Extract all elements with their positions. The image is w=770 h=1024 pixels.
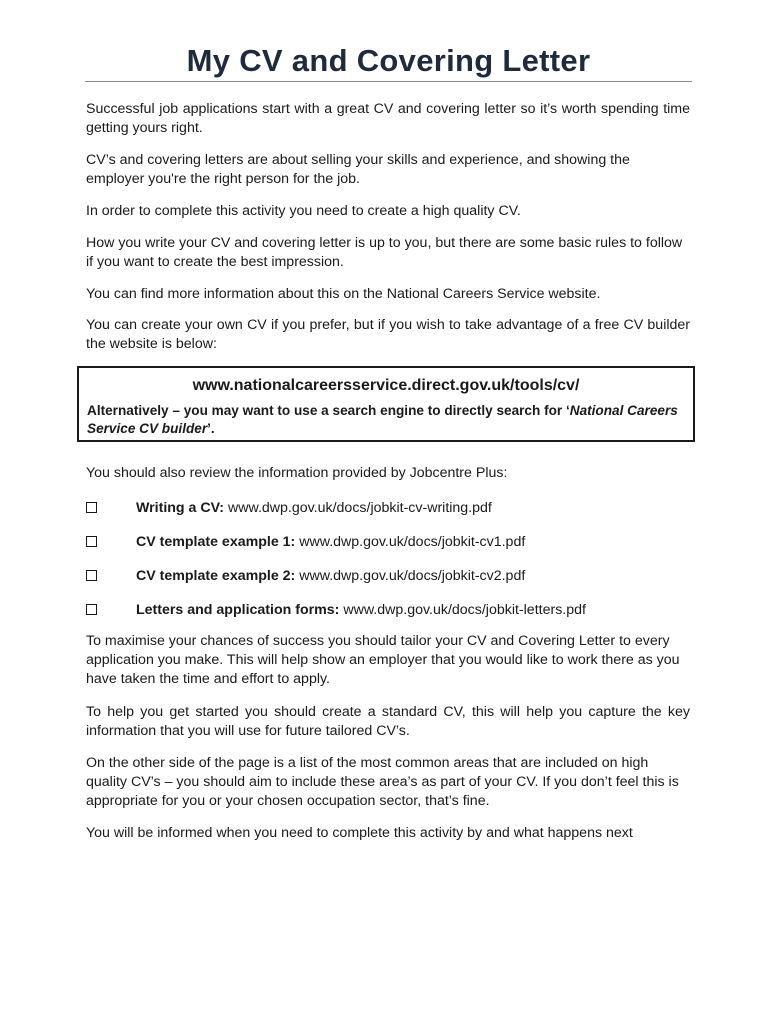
page-title: My CV and Covering Letter: [186, 43, 591, 78]
resource-item: [86, 498, 690, 518]
intro-paragraph-5: You can find more information about this on the National Careers Service website.: [86, 286, 601, 302]
resource-label: CV template example 2:: [136, 568, 296, 584]
jobcentre-intro: You should also review the information provided by Jobcentre Plus:: [86, 465, 508, 481]
cv-builder-box: [77, 366, 695, 442]
cv-builder-link[interactable]: www.nationalcareersservice.direct.gov.uk/tools/cv/: [192, 377, 580, 394]
search-alternative-suffix: ’.: [207, 421, 215, 436]
resource-link[interactable]: www.dwp.gov.uk/docs/jobkit-cv-writing.pdf: [227, 500, 492, 516]
closing-paragraph-3: On the other side of the page is a list of the most common areas that are included on high quality CV’s – you should aim to include these area’s as part of your CV. If you don’t feel this is appropriate for you or your chosen occupation sector, that’s fine.: [86, 755, 679, 809]
resource-checkbox[interactable]: [86, 536, 97, 547]
resource-item: [86, 600, 690, 620]
intro-paragraph-1: Successful job applications start with a great CV and covering letter so it’s worth spending time getting yours right.: [86, 101, 690, 136]
resource-link[interactable]: www.dwp.gov.uk/docs/jobkit-letters.pdf: [343, 602, 586, 618]
intro-paragraph-2: CV’s and covering letters are about selling your skills and experience, and showing the employer you're the right person for the job.: [86, 152, 630, 187]
resource-item: [86, 532, 690, 552]
resource-checkbox[interactable]: [86, 604, 97, 615]
search-alternative-prefix: Alternatively – you may want to use a search engine to directly search for ‘: [87, 403, 570, 418]
intro-paragraph-4: How you write your CV and covering letter is up to you, but there are some basic rules to follow if you want to create the best impression.: [86, 235, 683, 270]
resource-label: Letters and application forms:: [136, 602, 340, 618]
closing-paragraph-1: To maximise your chances of success you should tailor your CV and Covering Letter to every application you make. This will help show an employer that you would like to work there as you have taken the time and effort to apply.: [86, 633, 680, 687]
resource-label: CV template example 1:: [136, 534, 296, 550]
intro-paragraph-3: In order to complete this activity you need to create a high quality CV.: [86, 203, 521, 219]
search-term: National Careers Service CV builder: [87, 403, 678, 436]
intro-paragraph-6: You can create your own CV if you prefer, but if you wish to take advantage of a free CV builder the website is below:: [86, 317, 690, 352]
closing-paragraph-4: You will be informed when you need to complete this activity by and what happens next: [86, 825, 633, 841]
resource-link[interactable]: www.dwp.gov.uk/docs/jobkit-cv2.pdf: [299, 568, 526, 584]
resource-link[interactable]: www.dwp.gov.uk/docs/jobkit-cv1.pdf: [299, 534, 526, 550]
resource-item: [86, 566, 690, 586]
title-divider: [85, 81, 692, 82]
resource-checkbox[interactable]: [86, 570, 97, 581]
search-alternative-note: [87, 402, 687, 438]
resource-label: Writing a CV:: [136, 500, 225, 516]
resource-checkbox[interactable]: [86, 502, 97, 513]
closing-paragraph-2: To help you get started you should create a standard CV, this will help you capture the key information that you will use for future tailored CV’s.: [86, 704, 690, 739]
